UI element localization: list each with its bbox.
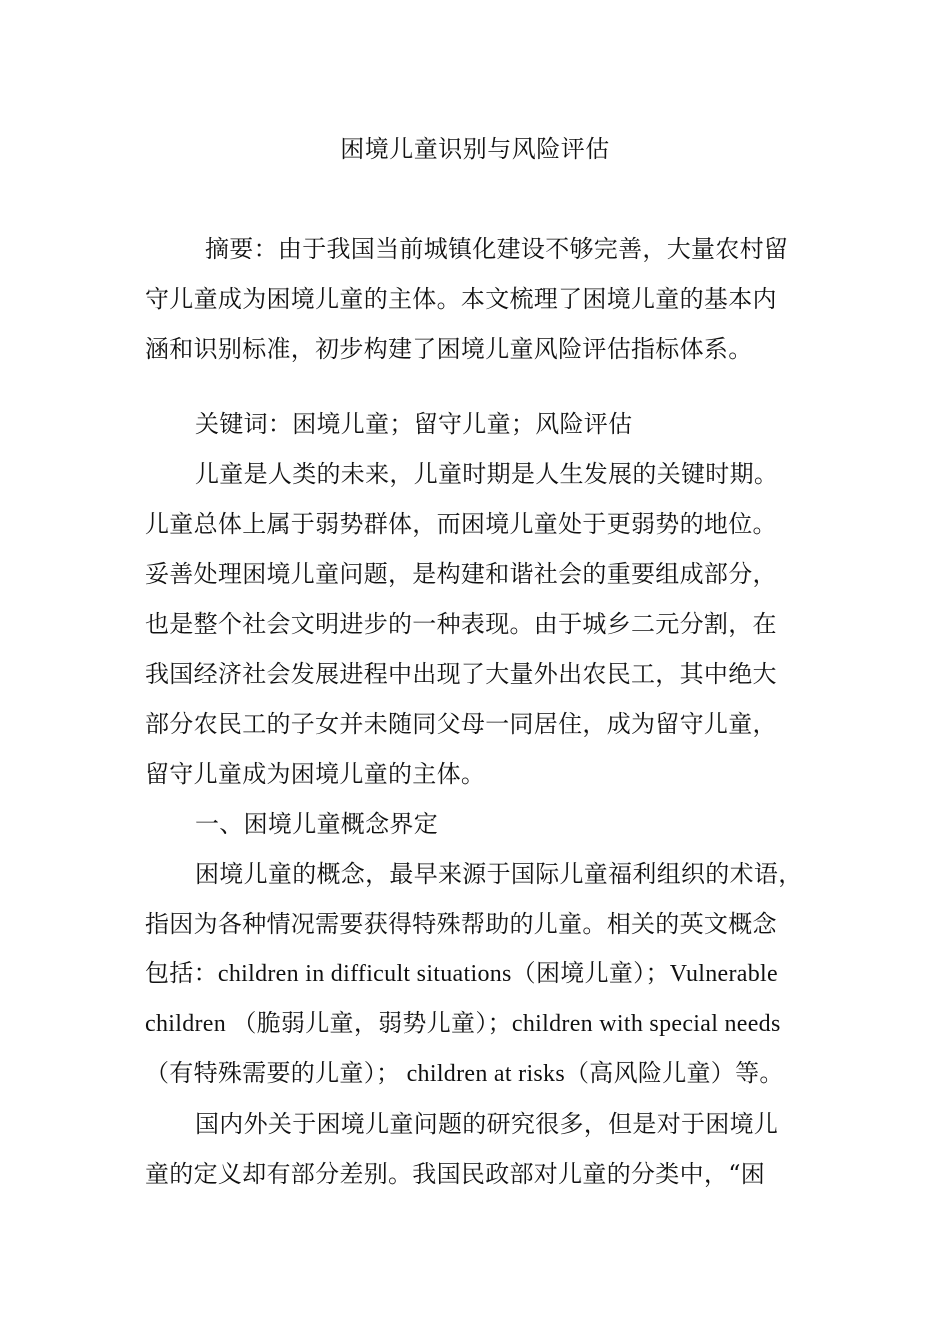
section-line: （有特殊需要的儿童）； children at risks（高风险儿童）等。: [145, 1061, 784, 1087]
abstract-line: 摘要：由于我国当前城镇化建设不够完善，大量农村留: [205, 235, 789, 263]
intro-line: 我国经济社会发展进程中出现了大量外出农民工，其中绝大: [145, 660, 777, 688]
intro-line: 留守儿童成为困境儿童的主体。: [145, 760, 486, 788]
abstract-line: 涵和识别标准，初步构建了困境儿童风险评估指标体系。: [145, 335, 753, 363]
section-line: children （脆弱儿童，弱势儿童）；children with special needs: [145, 1011, 781, 1037]
intro-line: 儿童总体上属于弱势群体，而困境儿童处于更弱势的地位。: [145, 510, 777, 538]
intro-line: 也是整个社会文明进步的一种表现。由于城乡二元分割，在: [145, 610, 777, 638]
intro-line: 妥善处理困境儿童问题，是构建和谐社会的重要组成部分，: [145, 560, 777, 588]
section-heading: 一、困境儿童概念界定: [195, 810, 438, 838]
abstract-line: 守儿童成为困境儿童的主体。本文梳理了困境儿童的基本内: [145, 285, 777, 313]
keywords-line: 关键词：困境儿童；留守儿童；风险评估: [195, 410, 633, 438]
section-line: 包括：children in difficult situations（困境儿童）；Vulnerable: [145, 961, 778, 987]
document-title: 困境儿童识别与风险评估: [340, 135, 610, 163]
section-line: 困境儿童的概念，最早来源于国际儿童福利组织的术语，: [195, 860, 803, 888]
section-line: 童的定义却有部分差别。我国民政部对儿童的分类中，“困: [145, 1160, 766, 1188]
intro-line: 儿童是人类的未来，儿童时期是人生发展的关键时期。: [195, 460, 779, 488]
section-line: 指因为各种情况需要获得特殊帮助的儿童。相关的英文概念: [145, 910, 777, 938]
intro-line: 部分农民工的子女并未随同父母一同居住，成为留守儿童，: [145, 710, 777, 738]
section-line: 国内外关于困境儿童问题的研究很多，但是对于困境儿: [195, 1110, 779, 1138]
